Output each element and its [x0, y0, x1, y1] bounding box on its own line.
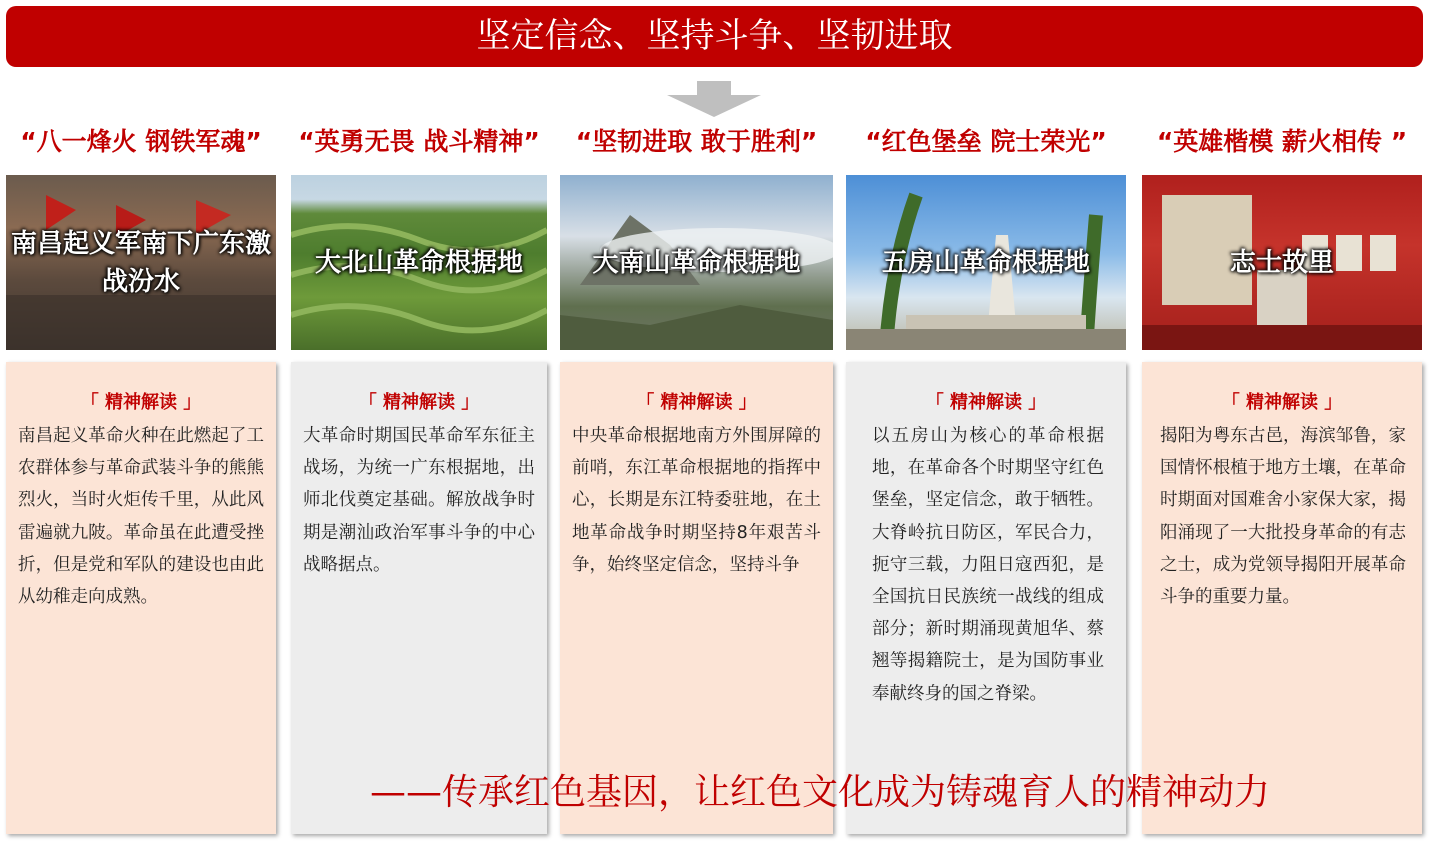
- card-body-5: 揭阳为粤东古邑，海滨邹鲁，家国情怀根植于地方土壤，在革命时期面对国难舍小家保大家，揭阳涌现了一大批投身革命的有志之士，成为党领导揭阳开展革命斗争的重要力量。: [1160, 426, 1406, 608]
- column-title-5: “英雄楷模 薪火相传 ”: [1156, 127, 1408, 156]
- card-body-2: 大革命时期国民革命军东征主战场，为统一广东根据地，出师北伐奠定基础。解放战争时期是潮汕政治军事斗争的中心战略据点。: [303, 426, 535, 575]
- card-label-2: 「 精神解读 」: [358, 392, 480, 413]
- banner-title: 坚定信念、坚持斗争、坚韧进取: [476, 16, 953, 56]
- photo-caption-1: 南昌起义军南下广东激战汾水: [10, 228, 271, 297]
- down-arrow-icon: [667, 81, 761, 117]
- photo-danan-mountain: [560, 175, 833, 350]
- card-body-4: 以五房山为核心的革命根据地，在革命各个时期坚守红色堡垒，坚定信念，敢于牺牲。大脊岭抗日防区，军民合力，扼守三载，力阻日寇西犯，是全国抗日民族统一战线的组成部分；新时期涌现黄旭华、蔡翘等揭籍院士，是为国防事业奉献终身的国之脊梁。: [872, 426, 1104, 704]
- photo-caption-2: 大北山革命根据地: [314, 247, 523, 278]
- photo-caption-5: 志士故里: [1229, 247, 1334, 278]
- card-label-3: 「 精神解读 」: [636, 392, 757, 413]
- closing-slogan: ——传承红色基因，让红色文化成为铸魂育人的精神动力: [370, 772, 1271, 813]
- photo-caption-4: 五房山革命根据地: [881, 247, 1090, 278]
- column-title-2: “英勇无畏 战斗精神”: [298, 127, 540, 156]
- title-banner: [6, 6, 1423, 67]
- card-body-1: 南昌起义革命火种在此燃起了工农群体参与革命武装斗争的熊熊烈火，当时火炬传千里，从此风雷遍就九陂。革命虽在此遭受挫折，但是党和军队的建设也由此从幼稚走向成熟。: [18, 426, 264, 608]
- photo-nanchang-uprising: [6, 175, 276, 350]
- photo-dabeishan: [291, 175, 547, 350]
- photo-caption-3: 大南山革命根据地: [592, 247, 801, 278]
- photo-wufangshan: [846, 175, 1126, 350]
- column-title-4: “红色堡垒 院士荣光”: [865, 127, 1107, 156]
- card-label-4: 「 精神解读 」: [925, 392, 1047, 413]
- card-label-5: 「 精神解读 」: [1221, 392, 1343, 413]
- photo-martyrs-hometown: [1142, 175, 1422, 350]
- card-body-3: 中央革命根据地南方外围屏障的前哨，东江革命根据地的指挥中心，长期是东江特委驻地，在土地革命战争时期坚持8年艰苦斗争，始终坚定信念，坚持斗争: [572, 426, 821, 575]
- column-title-1: “八一烽火 钢铁军魂”: [20, 127, 262, 156]
- column-title-3: “坚韧进取 敢于胜利”: [575, 127, 818, 156]
- interpretation-card-1: [6, 362, 276, 834]
- card-label-1: 「 精神解读 」: [80, 392, 202, 413]
